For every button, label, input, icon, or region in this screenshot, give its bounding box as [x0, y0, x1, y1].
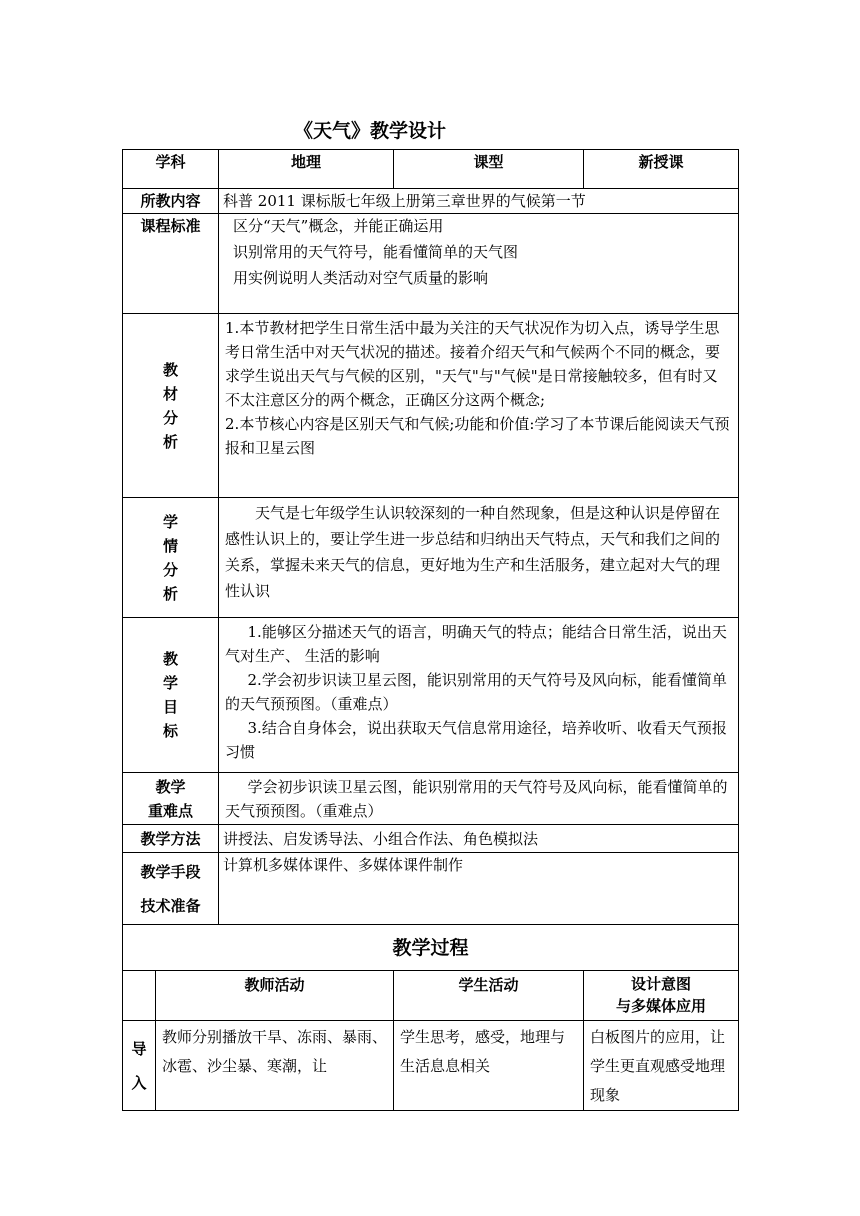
lesson-type-label: 课型 [394, 150, 584, 189]
key-points-text: 学会初步识读卫星云图，能识别常用的天气符号及风向标，能看懂简单的天气预预图。（重难点） [225, 778, 728, 820]
standards-value [219, 214, 739, 314]
goals-value [219, 618, 739, 773]
goal-item: 2.学会初步识读卫星云图，能识别常用的天气符号及风向标，能看懂简单的天气预预图。（重难点） [225, 671, 727, 713]
lesson-plan-table [122, 149, 739, 1111]
header-row [123, 150, 739, 189]
standard-line: 识别常用的天气符号，能看懂简单的天气图 [233, 243, 519, 261]
goals-row [123, 618, 739, 773]
material-row [123, 314, 739, 498]
methods-row [123, 825, 739, 853]
standards-row [123, 214, 739, 314]
standard-line: 用实例说明人类活动对空气质量的影响 [233, 269, 489, 287]
content-label: 所教内容 [123, 189, 219, 214]
col-teacher: 教师活动 [156, 971, 394, 1021]
key-points-row [123, 773, 739, 825]
col-design: 设计意图 与多媒体应用 [584, 971, 739, 1021]
process-header-blank [123, 971, 156, 1021]
subject-label: 学科 [123, 150, 219, 189]
standard-line: 区分“天气”概念，并能正确运用 [233, 217, 444, 235]
material-value [219, 314, 739, 498]
goals-label: 教 学 目 标 [123, 618, 219, 773]
content-row [123, 189, 739, 214]
intro-row [123, 1021, 739, 1111]
students-value [219, 498, 739, 618]
subject-value: 地理 [219, 150, 394, 189]
intro-teacher: 教师分别播放干旱、冻雨、暴雨、冰雹、沙尘暴、寒潮，让 [156, 1021, 394, 1111]
methods-value: 讲授法、启发诱导法、小组合作法、角色模拟法 [219, 825, 739, 853]
process-title-row [123, 925, 739, 971]
methods-label: 教学方法 [123, 825, 219, 853]
students-text: 天气是七年级学生认识较深刻的一种自然现象，但是这种认识是停留在感性认识上的，要让学生进一步总结和归纳出天气特点，天气和我们之间的关系，掌握未来天气的信息，更好地为生产和生活服务，建立起对大气的理性认识 [225, 504, 721, 600]
standards-label: 课程标准 [123, 214, 219, 314]
students-row [123, 498, 739, 618]
process-header-row [123, 971, 739, 1021]
material-label: 教 材 分 析 [123, 314, 219, 498]
intro-design: 白板图片的应用，让学生更直观感受地理现象 [584, 1021, 739, 1111]
goal-item: 1.能够区分描述天气的语言，明确天气的特点；能结合日常生活，说出天气对生产、 生活的影响 [225, 623, 727, 665]
means-label: 教学手段 技术准备 [123, 853, 219, 925]
means-value: 计算机多媒体课件、多媒体课件制作 [219, 853, 739, 925]
material-paragraph: 1.本节教材把学生日常生活中最为关注的天气状况作为切入点，诱导学生思考日常生活中对天气状况的描述。接着介绍天气和气候两个不同的概念，要求学生说出天气与气候的区别，"天气"与"气候"是日常接触较多，但有时又不太注意区分的两个概念，正确区分这两个概念; [225, 319, 721, 409]
means-row [123, 853, 739, 925]
intro-label: 导 入 [123, 1021, 156, 1111]
intro-student: 学生思考，感受，地理与生活息息相关 [394, 1021, 584, 1111]
col-student: 学生活动 [394, 971, 584, 1021]
process-title: 教学过程 [123, 925, 739, 971]
material-paragraph: 2.本节核心内容是区别天气和气候;功能和价值:学习了本节课后能阅读天气预报和卫星云图 [225, 415, 730, 457]
key-points-value [219, 773, 739, 825]
goal-item: 3.结合自身体会，说出获取天气信息常用途径，培养收听、收看天气预报习惯 [225, 719, 727, 761]
students-label: 学 情 分 析 [123, 498, 219, 618]
document-title: 《天气》教学设计 [293, 120, 446, 142]
content-value: 科普 2011 课标版七年级上册第三章世界的气候第一节 [219, 189, 739, 214]
key-points-label: 教学 重难点 [123, 773, 219, 825]
lesson-type-value: 新授课 [584, 150, 739, 189]
